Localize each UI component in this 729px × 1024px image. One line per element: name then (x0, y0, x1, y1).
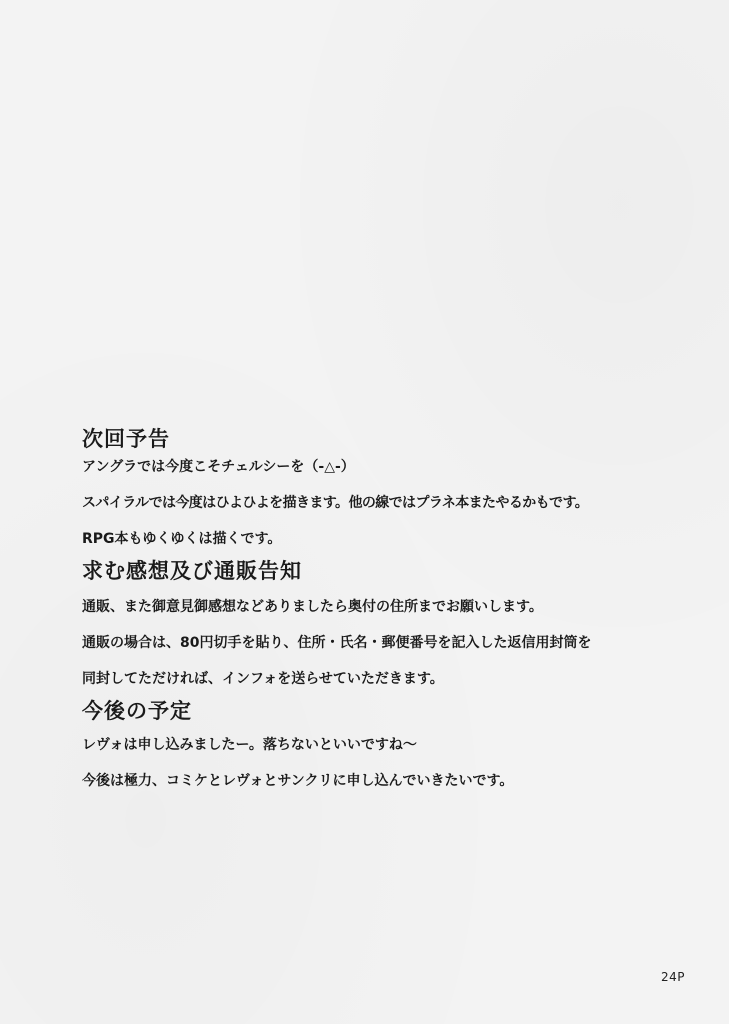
section-heading-future-plans: 今後の予定 (82, 699, 192, 723)
text-line: RPG本もゆくゆくは描くです。 (82, 531, 282, 547)
section-future-plans (82, 694, 722, 792)
page-number: 24P (661, 970, 686, 984)
section-heading-next-preview: 次回予告 (82, 427, 170, 451)
text-line: 今後は極力、コミケとレヴォとサンクリに申し込んでいきたいです。 (82, 773, 514, 789)
section-feedback-mailorder (82, 554, 722, 690)
section-next-preview (82, 422, 722, 550)
text-line: 同封してただければ、インフォを送らせていただきます。 (82, 671, 444, 687)
section-heading-feedback-mailorder: 求む感想及び通販告知 (82, 559, 302, 583)
text-line: レヴォは申し込みましたー。落ちないといいですね～ (82, 737, 417, 753)
afterword-content (82, 422, 722, 806)
text-line: 通販の場合は、80円切手を貼り、住所・氏名・郵便番号を記入した返信用封筒を (82, 635, 592, 651)
text-line: スパイラルでは今度はひよひよを描きます。他の線ではプラネ本またやるかもです。 (82, 495, 589, 511)
text-line: 通販、また御意見御感想などありましたら奥付の住所までお願いします。 (82, 599, 543, 615)
text-line: アングラでは今度こそチェルシーを（-△-） (82, 459, 355, 475)
